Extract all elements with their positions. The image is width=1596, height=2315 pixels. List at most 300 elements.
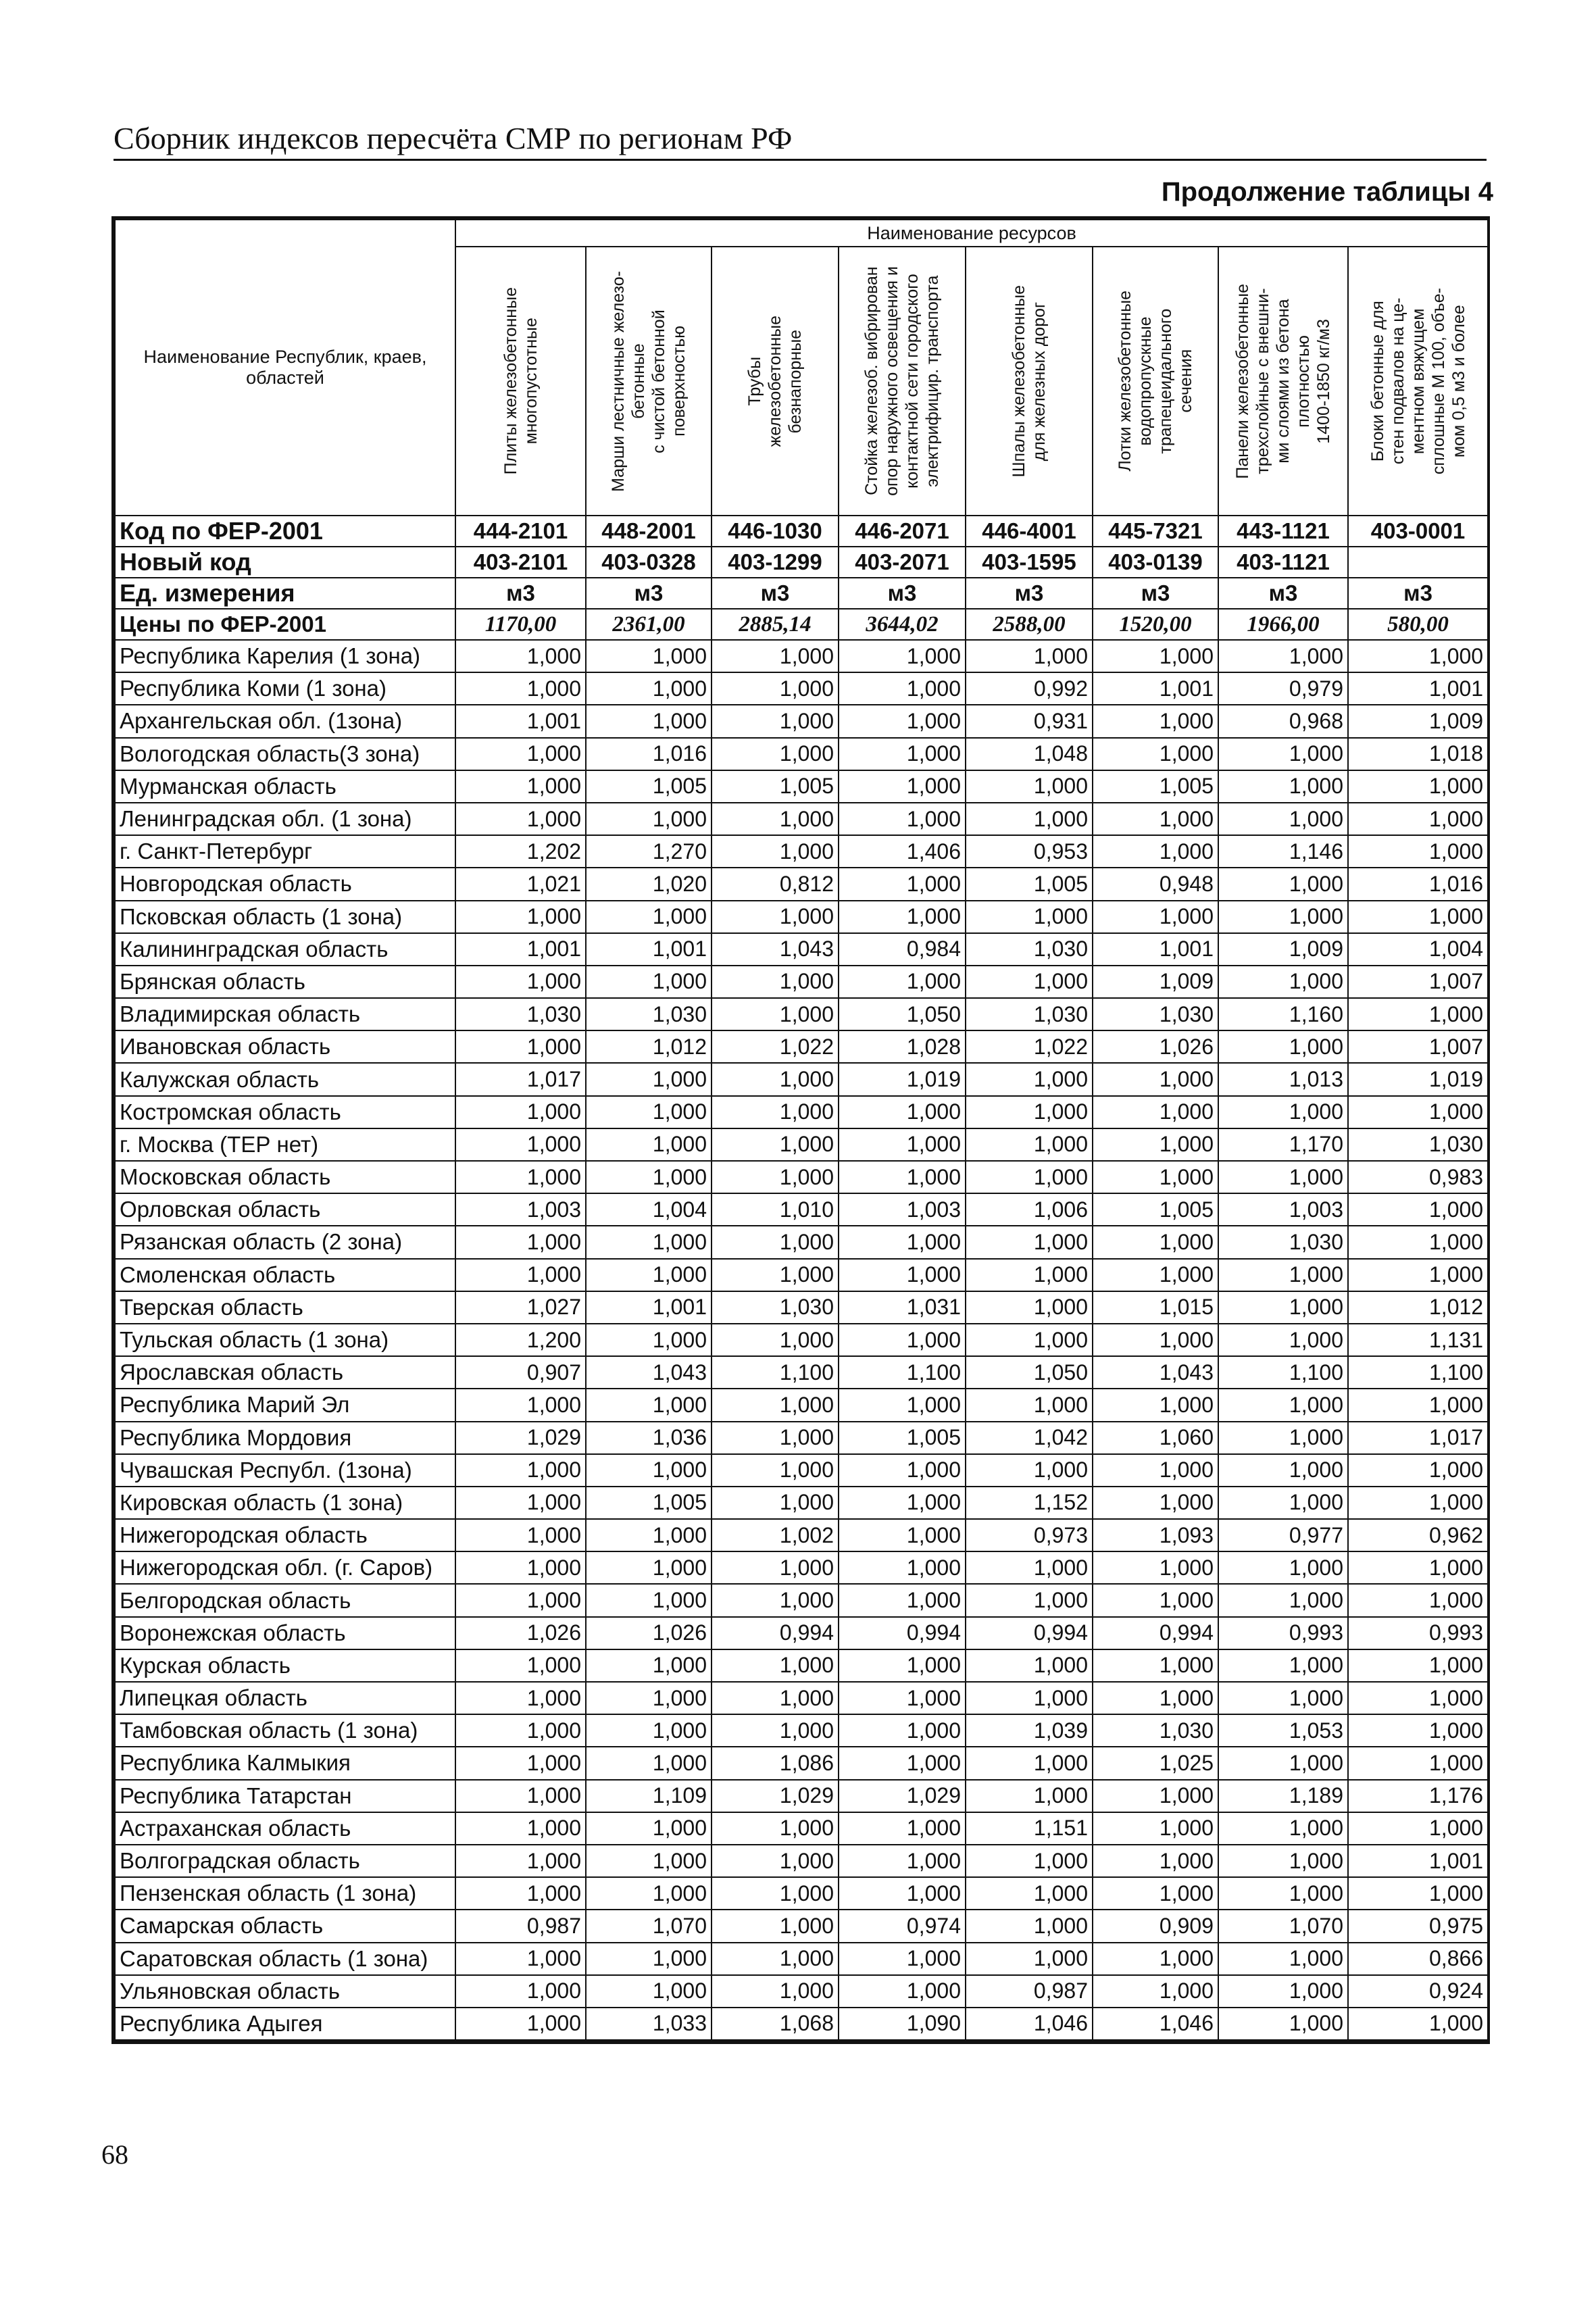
region-name-cell: Республика Калмыкия — [115, 1747, 455, 1779]
index-value-cell: 1,170 — [1218, 1128, 1348, 1161]
index-value-cell: 1,000 — [455, 1030, 586, 1063]
index-value-cell: 1,000 — [966, 1845, 1093, 1877]
index-value-cell: 1,000 — [712, 1487, 839, 1519]
region-name-cell: Ленинградская обл. (1 зона) — [115, 803, 455, 835]
index-value-cell: 1,000 — [455, 2008, 586, 2040]
index-value-cell: 1,046 — [1093, 2008, 1218, 2040]
index-value-cell: 0,977 — [1218, 1519, 1348, 1551]
meta-cell: 1520,00 — [1093, 609, 1218, 640]
index-value-cell: 1,000 — [966, 640, 1093, 672]
region-name-cell: Нижегородская обл. (г. Саров) — [115, 1551, 455, 1584]
index-value-cell: 0,907 — [455, 1356, 586, 1389]
resource-column-header-wrap — [1349, 247, 1487, 515]
index-value-cell: 1,000 — [1348, 1714, 1488, 1747]
table-row — [115, 1356, 1488, 1389]
index-value-cell: 1,000 — [586, 1877, 712, 1910]
region-column-header: Наименование Республик, краев, областей — [115, 220, 455, 516]
index-value-cell: 1,000 — [966, 1877, 1093, 1910]
index-value-cell: 1,000 — [455, 1682, 586, 1714]
table-row — [115, 835, 1488, 868]
index-value-cell: 1,000 — [1218, 1747, 1348, 1779]
index-value-cell: 1,000 — [1093, 835, 1218, 868]
index-value-cell: 1,000 — [1218, 1943, 1348, 1975]
index-value-cell: 0,984 — [839, 933, 966, 966]
region-name-cell: Тульская область (1 зона) — [115, 1324, 455, 1356]
index-value-cell: 1,029 — [455, 1422, 586, 1454]
index-value-cell: 1,030 — [455, 998, 586, 1030]
index-value-cell: 1,000 — [1348, 998, 1488, 1030]
index-value-cell: 1,042 — [966, 1422, 1093, 1454]
index-value-cell: 1,000 — [839, 1975, 966, 2008]
meta-cell: 444-2101 — [455, 516, 586, 547]
index-value-cell: 1,000 — [966, 1649, 1093, 1682]
index-value-cell: 1,000 — [1348, 1259, 1488, 1291]
index-value-cell: 1,000 — [1348, 1226, 1488, 1258]
region-name-cell: Республика Марий Эл — [115, 1389, 455, 1421]
index-value-cell: 1,000 — [712, 835, 839, 868]
index-value-cell: 1,001 — [455, 705, 586, 737]
index-value-cell: 1,000 — [1218, 1975, 1348, 2008]
meta-cell: 448-2001 — [586, 516, 712, 547]
resource-column-label: Плиты железобетонные многопустотные — [501, 287, 541, 475]
table-row — [115, 1324, 1488, 1356]
meta-cell: 446-1030 — [712, 516, 839, 547]
table-row — [115, 2008, 1488, 2040]
index-value-cell: 1,000 — [586, 1714, 712, 1747]
index-value-cell: 1,000 — [455, 1454, 586, 1487]
index-value-cell: 1,036 — [586, 1422, 712, 1454]
index-value-cell: 1,000 — [712, 1975, 839, 2008]
meta-cell — [1348, 547, 1488, 578]
resource-column-label: Трубы железобетонные безнапорные — [745, 315, 805, 447]
index-value-cell: 1,001 — [1348, 672, 1488, 705]
index-value-cell: 1,000 — [586, 1063, 712, 1095]
table-row — [115, 1454, 1488, 1487]
index-value-cell: 1,000 — [712, 1910, 839, 1942]
meta-cell: м3 — [1218, 578, 1348, 609]
table-row — [115, 1617, 1488, 1649]
index-value-cell: 1,000 — [712, 738, 839, 770]
index-value-cell: 1,000 — [839, 1649, 966, 1682]
index-value-cell: 1,000 — [712, 998, 839, 1030]
index-value-cell: 1,000 — [1218, 1096, 1348, 1128]
meta-cell: 1966,00 — [1218, 609, 1348, 640]
index-value-cell: 0,994 — [966, 1617, 1093, 1649]
resource-column-label: Стойка железоб. вибрирован опор наружного освещения и контактной сети городского электрифицир. транспорта — [862, 266, 942, 496]
region-name-cell: Смоленская область — [115, 1259, 455, 1291]
table-row — [115, 1714, 1488, 1747]
index-value-cell: 1,189 — [1218, 1780, 1348, 1812]
region-name-cell: Республика Мордовия — [115, 1422, 455, 1454]
table-row — [115, 1422, 1488, 1454]
index-value-cell: 1,000 — [1348, 1389, 1488, 1421]
index-value-cell: 1,000 — [586, 1454, 712, 1487]
index-value-cell: 1,000 — [1093, 1259, 1218, 1291]
index-value-cell: 1,000 — [712, 1454, 839, 1487]
index-value-cell: 1,000 — [1093, 1649, 1218, 1682]
table-meta-rows — [115, 516, 1488, 640]
index-value-cell: 1,000 — [1218, 1812, 1348, 1845]
region-name-cell: Костромская область — [115, 1096, 455, 1128]
index-value-cell: 1,000 — [586, 1161, 712, 1193]
index-value-cell: 1,000 — [1093, 1975, 1218, 2008]
index-value-cell: 1,000 — [839, 1584, 966, 1616]
index-value-cell: 1,000 — [455, 901, 586, 933]
meta-cell: 446-2071 — [839, 516, 966, 547]
index-value-cell: 1,000 — [839, 1128, 966, 1161]
index-value-cell: 1,019 — [839, 1063, 966, 1095]
index-value-cell: 1,000 — [1093, 738, 1218, 770]
index-value-cell: 1,000 — [1218, 1551, 1348, 1584]
index-value-cell: 1,000 — [966, 803, 1093, 835]
index-value-cell: 1,000 — [1218, 1682, 1348, 1714]
meta-cell: м3 — [966, 578, 1093, 609]
index-value-cell: 0,994 — [839, 1617, 966, 1649]
index-value-cell: 1,005 — [712, 770, 839, 803]
table-row — [115, 1161, 1488, 1193]
region-name-cell: Республика Коми (1 зона) — [115, 672, 455, 705]
index-value-cell: 1,070 — [1218, 1910, 1348, 1942]
meta-cell: 446-4001 — [966, 516, 1093, 547]
index-value-cell: 1,015 — [1093, 1291, 1218, 1324]
index-value-cell: 1,010 — [712, 1193, 839, 1226]
index-value-cell: 1,000 — [455, 966, 586, 998]
meta-row-label: Код по ФЕР-2001 — [115, 516, 455, 547]
region-name-cell: Калужская область — [115, 1063, 455, 1095]
index-value-cell: 1,000 — [455, 1519, 586, 1551]
resource-column-label: Шпалы железобетонные для железных дорог — [1009, 284, 1049, 478]
index-value-cell: 1,000 — [455, 1096, 586, 1128]
table-row — [115, 1128, 1488, 1161]
meta-row-label: Новый код — [115, 547, 455, 578]
index-value-cell: 1,000 — [455, 1877, 586, 1910]
index-value-cell: 0,953 — [966, 835, 1093, 868]
index-value-cell: 1,000 — [1093, 1128, 1218, 1161]
index-value-cell: 1,000 — [839, 738, 966, 770]
table-row — [115, 1845, 1488, 1877]
index-value-cell: 1,000 — [1348, 1584, 1488, 1616]
resource-column-header — [1218, 247, 1348, 516]
meta-cell: 403-1121 — [1218, 547, 1348, 578]
index-value-cell: 1,100 — [1348, 1356, 1488, 1389]
index-value-cell: 1,000 — [839, 1682, 966, 1714]
index-value-cell: 1,000 — [839, 1714, 966, 1747]
region-name-cell: г. Москва (ТЕР нет) — [115, 1128, 455, 1161]
index-value-cell: 0,924 — [1348, 1975, 1488, 2008]
index-value-cell: 1,000 — [455, 1649, 586, 1682]
index-value-cell: 1,000 — [1218, 901, 1348, 933]
index-value-cell: 1,000 — [966, 1780, 1093, 1812]
resource-column-header-wrap — [456, 247, 585, 515]
index-value-cell: 1,000 — [839, 901, 966, 933]
index-value-cell: 1,000 — [586, 1649, 712, 1682]
resource-column-header — [1348, 247, 1488, 516]
index-value-cell: 1,000 — [586, 966, 712, 998]
index-value-cell: 1,000 — [1093, 1389, 1218, 1421]
index-value-cell: 1,000 — [966, 966, 1093, 998]
index-value-cell: 1,000 — [1218, 803, 1348, 835]
index-value-cell: 0,968 — [1218, 705, 1348, 737]
index-value-cell: 1,000 — [455, 1128, 586, 1161]
index-value-cell: 1,000 — [839, 1226, 966, 1258]
index-value-cell: 0,975 — [1348, 1910, 1488, 1942]
index-value-cell: 1,029 — [712, 1780, 839, 1812]
meta-cell: 403-0139 — [1093, 547, 1218, 578]
table-row — [115, 1943, 1488, 1975]
index-value-cell: 1,000 — [586, 705, 712, 737]
index-value-cell: 1,005 — [966, 868, 1093, 900]
resource-column-header-wrap — [1219, 247, 1347, 515]
region-name-cell: Новгородская область — [115, 868, 455, 900]
index-value-cell: 1,000 — [455, 1487, 586, 1519]
table-row — [115, 1519, 1488, 1551]
table-row — [115, 672, 1488, 705]
index-value-cell: 1,000 — [1348, 1747, 1488, 1779]
index-value-cell: 1,000 — [586, 1943, 712, 1975]
index-value-cell: 1,013 — [1218, 1063, 1348, 1095]
index-value-cell: 1,000 — [586, 1128, 712, 1161]
table-row — [115, 933, 1488, 966]
index-value-cell: 1,000 — [712, 1226, 839, 1258]
index-value-cell: 0,994 — [1093, 1617, 1218, 1649]
index-value-cell: 1,005 — [839, 1422, 966, 1454]
index-value-cell: 1,000 — [1093, 1682, 1218, 1714]
index-value-cell: 1,000 — [1348, 1096, 1488, 1128]
index-value-cell: 1,000 — [1218, 1259, 1348, 1291]
index-value-cell: 1,000 — [455, 738, 586, 770]
page-number: 68 — [101, 2139, 128, 2170]
index-value-cell: 1,090 — [839, 2008, 966, 2040]
index-value-cell: 1,000 — [586, 1845, 712, 1877]
region-name-cell: Московская область — [115, 1161, 455, 1193]
index-value-cell: 1,007 — [1348, 966, 1488, 998]
index-value-cell: 1,000 — [586, 901, 712, 933]
index-value-cell: 1,000 — [1348, 901, 1488, 933]
index-value-cell: 1,028 — [839, 1030, 966, 1063]
resource-column-label: Блоки бетонные для стен подвалов на це- ментном вяжущем сплошные М 100, объе- мом 0,5 м3 и более — [1368, 287, 1468, 475]
index-value-cell: 1,200 — [455, 1324, 586, 1356]
index-value-cell: 1,000 — [1218, 966, 1348, 998]
index-value-cell: 1,000 — [966, 1324, 1093, 1356]
index-value-cell: 1,000 — [455, 640, 586, 672]
index-value-cell: 0,973 — [966, 1519, 1093, 1551]
index-value-cell: 1,000 — [586, 672, 712, 705]
index-value-cell: 1,020 — [586, 868, 712, 900]
meta-cell: 403-2071 — [839, 547, 966, 578]
index-value-cell: 1,131 — [1348, 1324, 1488, 1356]
index-value-cell: 1,000 — [966, 1096, 1093, 1128]
table-row — [115, 1877, 1488, 1910]
region-name-cell: Ярославская область — [115, 1356, 455, 1389]
index-value-cell: 1,050 — [966, 1356, 1093, 1389]
index-value-cell: 1,000 — [1348, 1551, 1488, 1584]
index-value-cell: 1,000 — [712, 705, 839, 737]
index-value-cell: 1,006 — [966, 1193, 1093, 1226]
index-value-cell: 1,000 — [1218, 1845, 1348, 1877]
region-name-cell: Владимирская область — [115, 998, 455, 1030]
region-name-cell: Белгородская область — [115, 1584, 455, 1616]
index-value-cell: 1,000 — [839, 1454, 966, 1487]
meta-cell: 3644,02 — [839, 609, 966, 640]
index-value-cell: 0,987 — [966, 1975, 1093, 2008]
table-row — [115, 1649, 1488, 1682]
index-value-cell: 0,983 — [1348, 1161, 1488, 1193]
index-value-cell: 1,000 — [1348, 640, 1488, 672]
index-value-cell: 1,000 — [1093, 901, 1218, 933]
index-value-cell: 1,043 — [586, 1356, 712, 1389]
index-value-cell: 1,000 — [1093, 803, 1218, 835]
index-value-cell: 1,000 — [839, 1161, 966, 1193]
index-value-cell: 1,000 — [455, 1747, 586, 1779]
index-value-cell: 1,000 — [966, 1747, 1093, 1779]
meta-row — [115, 547, 1488, 578]
table-row — [115, 640, 1488, 672]
table-data-rows — [115, 640, 1488, 2040]
index-value-cell: 1,000 — [586, 1259, 712, 1291]
region-name-cell: Калининградская область — [115, 933, 455, 966]
index-value-cell: 1,016 — [1348, 868, 1488, 900]
meta-cell: 1170,00 — [455, 609, 586, 640]
index-value-cell: 1,017 — [1348, 1422, 1488, 1454]
index-value-cell: 1,019 — [1348, 1063, 1488, 1095]
index-value-cell: 1,000 — [1218, 1877, 1348, 1910]
index-value-cell: 1,000 — [1093, 1226, 1218, 1258]
index-value-cell: 0,812 — [712, 868, 839, 900]
index-value-cell: 1,026 — [586, 1617, 712, 1649]
index-value-cell: 1,000 — [712, 1682, 839, 1714]
meta-cell: 403-0328 — [586, 547, 712, 578]
index-value-cell: 1,043 — [712, 933, 839, 966]
index-value-cell: 1,000 — [712, 1714, 839, 1747]
table-row — [115, 1747, 1488, 1779]
table-row — [115, 1975, 1488, 2008]
table-continuation-label: Продолжение таблицы 4 — [1161, 177, 1493, 207]
meta-cell: м3 — [586, 578, 712, 609]
table-row — [115, 1487, 1488, 1519]
index-value-cell: 1,146 — [1218, 835, 1348, 868]
meta-cell: 403-1299 — [712, 547, 839, 578]
index-value-cell: 1,000 — [455, 1584, 586, 1616]
table-row — [115, 1193, 1488, 1226]
index-value-cell: 1,048 — [966, 738, 1093, 770]
resource-column-header — [966, 247, 1093, 516]
index-value-cell: 1,000 — [1093, 1780, 1218, 1812]
resource-column-header — [586, 247, 712, 516]
index-value-cell: 1,030 — [1093, 998, 1218, 1030]
index-value-cell: 1,000 — [712, 1161, 839, 1193]
region-name-cell: Мурманская область — [115, 770, 455, 803]
index-value-cell: 1,000 — [966, 1682, 1093, 1714]
index-value-cell: 1,046 — [966, 2008, 1093, 2040]
index-value-cell: 1,053 — [1218, 1714, 1348, 1747]
index-value-cell: 1,000 — [455, 1551, 586, 1584]
region-name-cell: Республика Карелия (1 зона) — [115, 640, 455, 672]
index-value-cell: 1,000 — [1093, 1324, 1218, 1356]
table-row — [115, 1096, 1488, 1128]
region-name-cell: Вологодская область(3 зона) — [115, 738, 455, 770]
book-title: Сборник индексов пересчёта СМР по регионам РФ — [114, 121, 793, 155]
index-value-cell: 1,000 — [712, 1324, 839, 1356]
index-value-cell: 1,000 — [1218, 1487, 1348, 1519]
index-value-cell: 1,070 — [586, 1910, 712, 1942]
meta-cell: м3 — [1093, 578, 1218, 609]
index-value-cell: 1,000 — [1348, 1812, 1488, 1845]
index-value-cell: 1,000 — [839, 803, 966, 835]
index-value-cell: 1,000 — [586, 1747, 712, 1779]
index-value-cell: 1,005 — [586, 770, 712, 803]
meta-row-label: Ед. измерения — [115, 578, 455, 609]
index-value-cell: 1,000 — [1348, 2008, 1488, 2040]
resource-column-header — [712, 247, 839, 516]
index-value-cell: 1,000 — [839, 1487, 966, 1519]
meta-cell: 403-1595 — [966, 547, 1093, 578]
index-value-cell: 1,000 — [1348, 1454, 1488, 1487]
index-value-cell: 1,000 — [1093, 1877, 1218, 1910]
index-value-cell: 0,994 — [712, 1617, 839, 1649]
meta-cell: м3 — [839, 578, 966, 609]
region-name-cell: Нижегородская область — [115, 1519, 455, 1551]
index-value-cell: 1,005 — [1093, 770, 1218, 803]
index-value-cell: 1,000 — [586, 1975, 712, 2008]
index-value-cell: 1,160 — [1218, 998, 1348, 1030]
index-value-cell: 1,202 — [455, 835, 586, 868]
index-value-cell: 1,000 — [1093, 1096, 1218, 1128]
index-value-cell: 1,270 — [586, 835, 712, 868]
index-value-cell: 1,039 — [966, 1714, 1093, 1747]
index-value-cell: 1,000 — [1093, 1812, 1218, 1845]
index-value-cell: 1,000 — [712, 1422, 839, 1454]
table-row — [115, 998, 1488, 1030]
resource-column-header — [839, 247, 966, 516]
index-value-cell: 1,000 — [1218, 1649, 1348, 1682]
index-value-cell: 1,000 — [455, 1389, 586, 1421]
index-value-cell: 1,000 — [1348, 803, 1488, 835]
index-value-cell: 1,000 — [1218, 1161, 1348, 1193]
index-value-cell: 1,022 — [712, 1030, 839, 1063]
index-value-cell: 1,000 — [839, 1519, 966, 1551]
index-value-cell: 0,931 — [966, 705, 1093, 737]
table-row — [115, 1910, 1488, 1942]
index-value-cell: 1,000 — [455, 1845, 586, 1877]
index-value-cell: 1,026 — [1093, 1030, 1218, 1063]
index-value-cell: 1,000 — [839, 640, 966, 672]
index-value-cell: 1,000 — [712, 803, 839, 835]
index-value-cell: 1,000 — [455, 1780, 586, 1812]
resources-header: Наименование ресурсов — [455, 220, 1488, 247]
index-value-cell: 1,000 — [966, 1291, 1093, 1324]
table-row — [115, 1389, 1488, 1421]
index-value-cell: 0,866 — [1348, 1943, 1488, 1975]
region-name-cell: Ульяновская область — [115, 1975, 455, 2008]
index-value-cell: 1,001 — [1093, 933, 1218, 966]
resource-column-header-wrap — [587, 247, 711, 515]
index-value-cell: 1,000 — [712, 1584, 839, 1616]
index-value-cell: 1,000 — [839, 966, 966, 998]
region-name-cell: Волгоградская область — [115, 1845, 455, 1877]
resource-column-header — [455, 247, 586, 516]
index-value-cell: 1,000 — [586, 1519, 712, 1551]
index-value-cell: 0,993 — [1348, 1617, 1488, 1649]
index-value-cell: 1,000 — [966, 1226, 1093, 1258]
index-value-cell: 1,000 — [1093, 640, 1218, 672]
index-value-cell: 1,000 — [839, 1096, 966, 1128]
index-value-cell: 1,000 — [712, 1943, 839, 1975]
index-value-cell: 1,000 — [1218, 770, 1348, 803]
index-value-cell: 1,000 — [1218, 1324, 1348, 1356]
index-value-cell: 1,004 — [1348, 933, 1488, 966]
index-value-cell: 1,050 — [839, 998, 966, 1030]
index-value-cell: 1,000 — [1093, 1845, 1218, 1877]
